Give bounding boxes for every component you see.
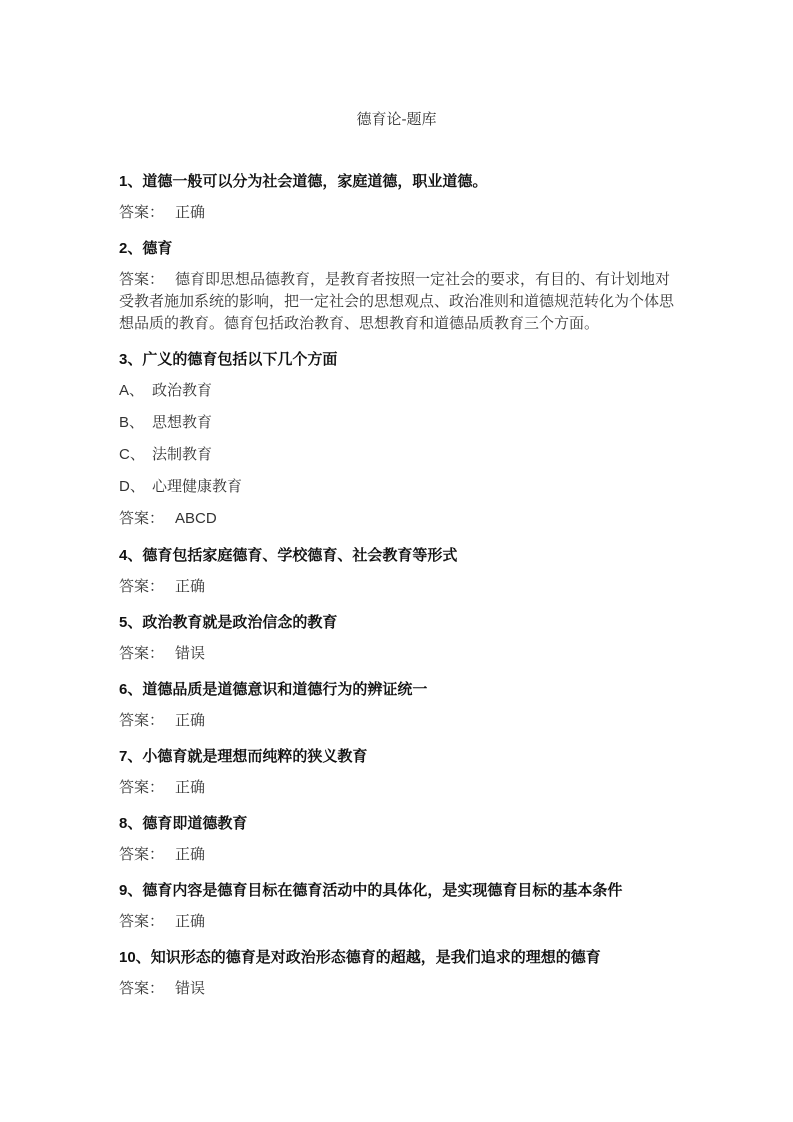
answer-line (119, 776, 679, 798)
question-text: 知识形态的德育是对政治形态德育的超越，是我们追求的理想的德育 (150, 948, 601, 966)
question-title (119, 678, 679, 701)
option-letter: B、 (119, 414, 145, 431)
question-text: 德育 (142, 239, 173, 257)
question-title (119, 879, 679, 902)
answer-value: 正确 (175, 778, 206, 796)
answer-label: 答案： (119, 203, 165, 221)
question-text: 德育即道德教育 (142, 814, 248, 832)
question-number: 9、 (119, 882, 143, 899)
question-number: 5、 (119, 614, 143, 631)
answer-label: 答案： (119, 711, 165, 729)
question-text: 德育内容是德育目标在德育活动中的具体化，是实现德育目标的基本条件 (142, 881, 623, 899)
answer-label: 答案： (119, 845, 165, 863)
option-letter: D、 (119, 478, 145, 495)
answer-value: 正确 (175, 711, 206, 729)
option-letter: C、 (119, 446, 145, 463)
question-text: 政治教育就是政治信念的教育 (142, 613, 338, 631)
question-item (119, 946, 679, 999)
option-letter: A、 (119, 382, 145, 399)
question-item (119, 348, 679, 530)
question-number: 8、 (119, 815, 143, 832)
answer-label: 答案： (119, 509, 165, 527)
answer-value: 德育即思想品德教育，是教育者按照一定社会的要求，有目的、有计划地对受教者施加系统的影响，把一定社会的思想观点、政治准则和道德规范转化为个体思想品质的教育。德育包括政治教育、思想教育和道德品质教育三个方面。 (119, 270, 675, 332)
question-title (119, 611, 679, 634)
question-text: 道德品质是道德意识和道德行为的辨证统一 (142, 680, 428, 698)
answer-line (119, 642, 679, 664)
answer-value: 正确 (175, 845, 206, 863)
answer-value: 错误 (175, 644, 206, 662)
option-text: 政治教育 (152, 381, 213, 399)
question-item (119, 544, 679, 597)
answer-line (119, 910, 679, 932)
question-number: 2、 (119, 240, 143, 257)
question-item (119, 611, 679, 664)
question-title (119, 812, 679, 835)
question-item (119, 170, 679, 223)
question-number: 10、 (119, 949, 151, 966)
question-item (119, 237, 679, 334)
question-title (119, 237, 679, 260)
question-number: 7、 (119, 748, 143, 765)
question-number: 4、 (119, 547, 143, 564)
question-item (119, 879, 679, 932)
option-c (119, 443, 679, 466)
question-number: 3、 (119, 351, 143, 368)
question-text: 广义的德育包括以下几个方面 (142, 350, 338, 368)
question-title (119, 170, 679, 193)
question-title (119, 348, 679, 371)
question-title (119, 544, 679, 567)
answer-label: 答案： (119, 912, 165, 930)
option-text: 法制教育 (152, 445, 213, 463)
question-list (119, 170, 679, 1013)
question-number: 6、 (119, 681, 143, 698)
answer-value: 正确 (175, 912, 206, 930)
option-d (119, 475, 679, 498)
option-text: 思想教育 (152, 413, 213, 431)
question-text: 小德育就是理想而纯粹的狭义教育 (142, 747, 368, 765)
answer-line (119, 575, 679, 597)
answer-line (119, 507, 679, 530)
question-text: 道德一般可以分为社会道德，家庭道德，职业道德。 (142, 172, 488, 190)
answer-value: 正确 (175, 577, 206, 595)
question-item (119, 678, 679, 731)
question-title (119, 946, 679, 969)
answer-label: 答案： (119, 577, 165, 595)
option-a (119, 379, 679, 402)
answer-label: 答案： (119, 270, 165, 288)
answer-line (119, 201, 679, 223)
option-text: 心理健康教育 (152, 477, 243, 495)
answer-paragraph (119, 268, 679, 334)
answer-label: 答案： (119, 778, 165, 796)
answer-value: 正确 (175, 203, 206, 221)
option-b (119, 411, 679, 434)
page-title: 德育论-题库 (356, 110, 437, 128)
question-number: 1、 (119, 173, 143, 190)
answer-line (119, 977, 679, 999)
answer-value: 错误 (175, 979, 206, 997)
answer-line (119, 709, 679, 731)
answer-label: 答案： (119, 979, 165, 997)
question-title (119, 745, 679, 768)
question-item (119, 745, 679, 798)
question-text: 德育包括家庭德育、学校德育、社会教育等形式 (142, 546, 458, 564)
answer-line (119, 843, 679, 865)
answer-value: ABCD (175, 510, 217, 527)
answer-label: 答案： (119, 644, 165, 662)
question-item (119, 812, 679, 865)
